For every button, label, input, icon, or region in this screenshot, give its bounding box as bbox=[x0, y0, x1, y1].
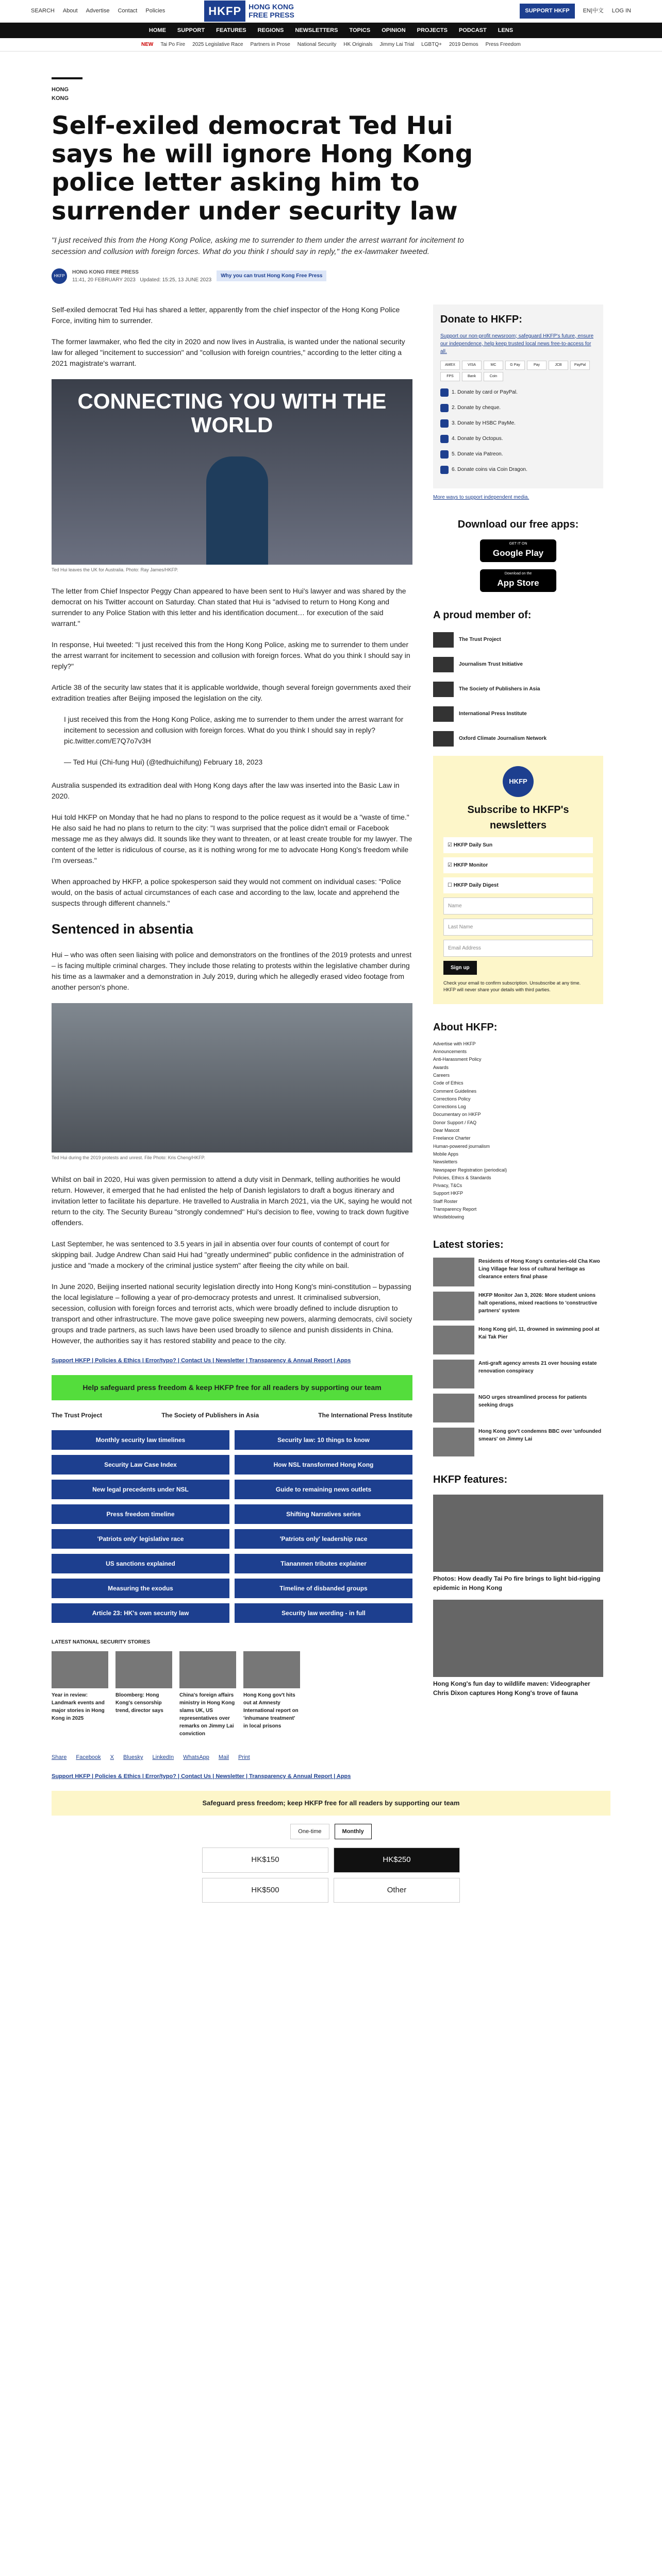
paragraph: In June 2020, Beijing inserted national security legislation directly into Hong Kong's mini-constitution – bypassing the local legislature – following a year of pro-democracy protests and unrest. It criminalised subversion, secession, collusion with foreign forces and terrorist acts, which were broadly defined to include disruption to transport and other infrastructure. The move gave police sweeping new powers, alarming democrats, civil society groups and trade partners, as such laws have been used broadly to silence and punish dissidents in China. However, the authorities say it has restored stability and peace to the city. bbox=[52, 1282, 412, 1345]
subnav-item[interactable]: HK Originals bbox=[343, 42, 373, 47]
latest-ns-title: LATEST NATIONAL SECURITY STORIES bbox=[52, 1639, 151, 1646]
about-link[interactable]: Careers bbox=[433, 1072, 450, 1078]
monthly-option[interactable]: Monthly bbox=[335, 1824, 372, 1840]
content-columns bbox=[52, 304, 610, 1781]
newsletter-option[interactable]: ☐ HKFP Daily Digest bbox=[443, 877, 593, 893]
fps-icon: FPS bbox=[440, 372, 460, 381]
article-title: Self-exiled democrat Ted Hui says he will ignore Hong Kong police letter asking him to surrender under security law bbox=[52, 111, 473, 226]
about-link[interactable]: Transparency Report bbox=[433, 1206, 477, 1212]
name-field[interactable]: Name bbox=[443, 897, 593, 914]
tweet-text: I just received this from the Hong Kong Police, asking me to surrender to them under the arrest warrant for incitement to secession and collusion with foreign forces. What do you think I should say in reply? pic.twitter.com/E7Q7o7v3H bbox=[64, 715, 404, 745]
story-card[interactable]: Bloomberg: Hong Kong's censorship trend, director says bbox=[115, 1651, 172, 1738]
top-bar bbox=[0, 0, 662, 23]
author-avatar: HKFP bbox=[52, 268, 67, 284]
updated-date: Updated: 15:25, 13 JUNE 2023 bbox=[140, 277, 212, 283]
nav-projects[interactable]: PROJECTS bbox=[417, 27, 448, 33]
member-logo[interactable]: International Press Institute bbox=[433, 706, 603, 722]
paragraph: When approached by HKFP, a police spokesperson said they would not comment on individual cases: "Police would, on the basis of actual circumstances of each case and according to the law, locate and apprehend the suspects through different channels." bbox=[52, 877, 401, 908]
about-link[interactable]: Privacy, T&Cs bbox=[433, 1183, 462, 1189]
latest-thumb bbox=[433, 1428, 474, 1456]
payme-icon bbox=[440, 419, 449, 428]
paragraph: Last September, he was sentenced to 3.5 years in jail in absentia over four counts of contempt of court for skipping bail. Judge Andrew Chan said Hui had "greatly undermined" public confidence in the administration of justice and "made a mockery of the criminal justice system" after fleeing the city while on bail. bbox=[52, 1239, 404, 1269]
newsletter-option[interactable]: ☑ HKFP Monitor bbox=[443, 857, 593, 873]
feature-title[interactable]: Hong Kong's fun day to wildlife maven: Videographer Chris Dixon captures Hong Kong's trove of fauna bbox=[433, 1680, 590, 1697]
language-toggle[interactable]: EN|中文 bbox=[583, 8, 604, 14]
donate-option[interactable]: 4. Donate by Octopus. bbox=[440, 435, 596, 443]
sub-nav bbox=[0, 38, 662, 52]
about-link[interactable]: Comment Guidelines bbox=[433, 1088, 477, 1094]
topic-tile[interactable]: How NSL transformed Hong Kong bbox=[235, 1455, 412, 1475]
donate-option[interactable]: 2. Donate by cheque. bbox=[440, 404, 596, 412]
donate-title: Donate to HKFP: bbox=[440, 313, 522, 325]
subnav-item[interactable]: National Security bbox=[297, 42, 337, 47]
trust-link[interactable]: Why you can trust Hong Kong Free Press bbox=[217, 270, 326, 281]
member-logo[interactable]: The Society of Publishers in Asia bbox=[433, 682, 603, 697]
about-link[interactable]: About bbox=[62, 8, 78, 14]
latest-story[interactable]: Residents of Hong Kong's centuries-old Cha Kwo Ling Village fear loss of cultural heritage as clearance enters final phase bbox=[433, 1258, 603, 1286]
gpay-icon: G Pay bbox=[505, 361, 525, 370]
donate-option[interactable]: 1. Donate by card or PayPal. bbox=[440, 388, 596, 397]
photo-sign-text: CONNECTING YOU WITH THE WORLD bbox=[77, 388, 387, 437]
author-name[interactable]: HONG KONG FREE PRESS bbox=[72, 269, 139, 275]
about-title: About HKFP: bbox=[433, 1021, 498, 1033]
amount-grid bbox=[202, 1848, 460, 1903]
topic-tile[interactable]: 'Patriots only' legislative race bbox=[52, 1529, 229, 1549]
more-ways-link[interactable]: More ways to support independent media. bbox=[433, 494, 529, 500]
card-icon bbox=[440, 388, 449, 397]
paragraph: In response, Hui tweeted: "I just received this from the Hong Kong Police, asking me to surrender to them under the arrest warrant for incitement to secession and collusion with foreign forces. What do you think I should say in reply?" bbox=[52, 640, 410, 671]
about-link[interactable]: Freelance Charter bbox=[433, 1136, 471, 1141]
main-nav bbox=[0, 23, 662, 38]
share-x[interactable]: X bbox=[110, 1754, 114, 1761]
story-card[interactable]: Hong Kong gov't hits out at Amnesty International report on 'inhumane treatment' in local prisons bbox=[243, 1651, 300, 1738]
coin-icon: Coin bbox=[484, 372, 503, 381]
photo-caption: Ted Hui leaves the UK for Australia. Photo: Ray James/HKFP. bbox=[52, 567, 178, 572]
share-bar bbox=[52, 1753, 412, 1762]
contact-link[interactable]: Contact bbox=[118, 8, 138, 14]
paragraph: The letter from Chief Inspector Peggy Chan appeared to have been sent to Hui's lawyer and was shared by the democrat on his Twitter account on Saturday. Chan stated that Hui is "advised to return to Hong Kong and surrender to any Police Station with this letter and his identification document… for execution of the said warrant." bbox=[52, 587, 406, 628]
share-linkedin[interactable]: LinkedIn bbox=[152, 1754, 174, 1761]
about-link[interactable]: Mobile Apps bbox=[433, 1151, 459, 1157]
subnav-item[interactable]: 2025 Legislative Race bbox=[192, 42, 243, 47]
nav-podcast[interactable]: PODCAST bbox=[458, 27, 487, 33]
applepay-icon: Pay bbox=[527, 361, 547, 370]
last-name-field[interactable]: Last Name bbox=[443, 919, 593, 936]
app-store-button[interactable]: Download on the App Store bbox=[480, 569, 556, 592]
amex-icon: AMEX bbox=[440, 361, 460, 370]
latest-title: Latest stories: bbox=[433, 1239, 504, 1250]
footer-links-2[interactable]: Support HKFP | Policies & Ethics | Error/typo? | Contact Us | Newsletter | Transparency & Annual Report | Apps bbox=[52, 1773, 351, 1780]
nav-lens[interactable]: LENS bbox=[498, 27, 514, 33]
story-thumb bbox=[115, 1651, 172, 1688]
signup-button[interactable]: Sign up bbox=[443, 961, 477, 975]
about-link[interactable]: Support HKFP bbox=[433, 1191, 464, 1196]
site-logo[interactable] bbox=[204, 1, 294, 22]
subnav-item[interactable]: Jimmy Lai Trial bbox=[379, 42, 415, 47]
features-title: HKFP features: bbox=[433, 1473, 508, 1485]
article-lede: "I just received this from the Hong Kong Police, asking me to surrender to them under the arrest warrant for incitement to secession and collusion with foreign forces. What do you think I should say in reply," the ex-lawmaker tweeted. bbox=[52, 235, 464, 257]
topic-tile[interactable]: Press freedom timeline bbox=[52, 1504, 229, 1524]
subheading: Sentenced in absentia bbox=[52, 921, 193, 937]
sidebar bbox=[433, 304, 603, 1781]
subnav-item[interactable]: Press Freedom bbox=[485, 42, 521, 47]
feature-image[interactable] bbox=[433, 1495, 603, 1572]
latest-ns-stories bbox=[52, 1651, 412, 1738]
topic-tile[interactable]: US sanctions explained bbox=[52, 1554, 229, 1573]
topic-tile[interactable]: Security Law Case Index bbox=[52, 1455, 229, 1475]
donate-option[interactable]: 3. Donate by HSBC PayMe. bbox=[440, 419, 596, 428]
newsletter-note: Check your email to confirm subscription. Unsubscribe at any time. HKFP will never share your details with third parties. bbox=[443, 980, 581, 993]
paypal-icon: PayPal bbox=[570, 361, 590, 370]
bank-icon: Bank bbox=[462, 372, 482, 381]
apps-title: Download our free apps: bbox=[457, 518, 579, 530]
member-logo[interactable]: Oxford Climate Journalism Network bbox=[433, 731, 603, 747]
newsletter-title: Subscribe to HKFP's newsletters bbox=[467, 804, 569, 831]
latest-thumb bbox=[433, 1258, 474, 1286]
member-logo[interactable]: Journalism Trust Initiative bbox=[433, 657, 603, 672]
story-thumb bbox=[179, 1651, 236, 1688]
section-label[interactable]: HONG KONG bbox=[52, 77, 82, 103]
latest-thumb bbox=[433, 1394, 474, 1422]
ipi-logo[interactable]: The International Press Institute bbox=[318, 1412, 412, 1419]
share-facebook[interactable]: Facebook bbox=[76, 1754, 101, 1761]
topic-tile[interactable]: Tiananmen tributes explainer bbox=[235, 1554, 412, 1573]
google-play-button[interactable]: GET IT ON Google Play bbox=[480, 539, 556, 562]
donate-option[interactable]: 6. Donate coins via Coin Dragon. bbox=[440, 466, 596, 474]
page-wrap bbox=[31, 77, 631, 1903]
subnav-item[interactable]: Tai Po Fire bbox=[160, 42, 186, 47]
photo-caption: Ted Hui during the 2019 protests and unrest. File Photo: Kris Cheng/HKFP. bbox=[52, 1155, 206, 1161]
support-button[interactable]: SUPPORT HKFP bbox=[520, 4, 574, 19]
share-bluesky[interactable]: Bluesky bbox=[123, 1754, 143, 1761]
new-label: NEW bbox=[141, 42, 154, 47]
paragraph: Hui told HKFP on Monday that he had no plans to respond to the police request as it would be a "waste of time." He also said he had no plans to return to the city: "I was surprised that the police didn't email or Facebook message me as they always did. It sounds like they want to threaten, or at least create trouble for my lawyer. The content of the letter is ridiculous of course, as it is nothing wrong for me to advocate Hong Kong's freedom while I'm overseas." bbox=[52, 813, 412, 865]
member-logo[interactable]: The Trust Project bbox=[433, 632, 603, 648]
latest-thumb bbox=[433, 1326, 474, 1354]
about-link[interactable]: Documentary on HKFP bbox=[433, 1112, 481, 1117]
support-banner[interactable]: Help safeguard press freedom & keep HKFP free for all readers by supporting our team bbox=[52, 1375, 412, 1400]
coin-dragon-icon bbox=[440, 466, 449, 474]
story-card[interactable]: Year in review: Landmark events and major stories in Hong Kong in 2025 bbox=[52, 1651, 108, 1738]
footer-links[interactable]: Support HKFP | Policies & Ethics | Error/typo? | Contact Us | Newsletter | Transparency & Annual Report | Apps bbox=[52, 1357, 351, 1364]
bottom-support-banner[interactable]: Safeguard press freedom; keep HKFP free for all readers by supporting our team bbox=[52, 1791, 610, 1816]
feature-title[interactable]: Photos: How deadly Tai Po fire brings to light bid-rigging epidemic in Hong Kong bbox=[433, 1574, 601, 1591]
newsletter-option[interactable]: ☑ HKFP Daily Sun bbox=[443, 837, 593, 853]
topic-tile[interactable]: Shifting Narratives series bbox=[235, 1504, 412, 1524]
article-body bbox=[52, 304, 412, 1781]
paragraph: Whilst on bail in 2020, Hui was given permission to attend a duty visit in Denmark, telling authorities he would return. However, it emerged that he had enlisted the help of Danish legislators to draft a bogus itinerary and invitation letter to facilitate his departure. He travelled to Australia in March 2021, via the UK, saying he would not return to the city. The Security Bureau "strongly condemned" Hui's decision to flee, vowing to track down fugitive offenders. bbox=[52, 1175, 412, 1227]
logo-box: HKFP bbox=[204, 1, 245, 22]
article-photo-protest[interactable] bbox=[52, 1003, 412, 1153]
subnav-item[interactable]: Partners in Prose bbox=[250, 42, 290, 47]
about-link[interactable]: Newsletters bbox=[433, 1159, 458, 1165]
paragraph: Self-exiled democrat Ted Hui has shared a letter, apparently from the chief inspector of the Hong Kong Police Force, inviting him to surrender. bbox=[52, 305, 400, 325]
latest-story[interactable]: Anti-graft agency arrests 21 over housing estate renovation conspiracy bbox=[433, 1360, 603, 1388]
policies-link[interactable]: Policies bbox=[145, 8, 166, 14]
subnav-item[interactable]: 2019 Demos bbox=[449, 42, 478, 47]
email-field[interactable]: Email Address bbox=[443, 940, 593, 957]
advertise-link[interactable]: Advertise bbox=[86, 8, 110, 14]
octopus-icon bbox=[440, 435, 449, 443]
publish-date: 11:41, 20 FEBRUARY 2023 bbox=[72, 277, 136, 283]
amount-option[interactable]: HK$500 bbox=[202, 1878, 328, 1903]
cheque-icon bbox=[440, 404, 449, 412]
nav-regions[interactable]: REGIONS bbox=[257, 27, 284, 33]
tweet-author: — Ted Hui (Chi-fung Hui) (@tedhuichifung) February 18, 2023 bbox=[64, 758, 263, 767]
latest-story[interactable]: Hong Kong gov't condemns BBC over 'unfounded smears' on Jimmy Lai bbox=[433, 1428, 603, 1456]
latest-thumb bbox=[433, 1292, 474, 1320]
about-link[interactable]: Anti-Harassment Policy bbox=[433, 1057, 482, 1062]
about-link[interactable]: Policies, Ethics & Standards bbox=[433, 1175, 491, 1180]
about-link[interactable]: Awards bbox=[433, 1064, 449, 1070]
about-link[interactable]: Advertise with HKFP bbox=[433, 1041, 476, 1046]
search-link[interactable]: SEARCH bbox=[31, 8, 55, 14]
nav-support[interactable]: SUPPORT bbox=[177, 27, 205, 33]
tweet-embed[interactable] bbox=[52, 714, 412, 768]
paragraph: Australia suspended its extradition deal with Hong Kong days after the law was inserted into the Basic Law in 2020. bbox=[52, 781, 400, 801]
login-link[interactable]: LOG IN bbox=[611, 8, 631, 14]
trust-project-logo[interactable]: The Trust Project bbox=[52, 1412, 103, 1419]
latest-story[interactable]: HKFP Monitor Jan 3, 2026: More student unions halt operations, mixed reactions to 'constructive partners' system bbox=[433, 1292, 603, 1320]
sopa-logo[interactable]: The Society of Publishers in Asia bbox=[161, 1412, 259, 1419]
about-link[interactable]: Corrections Policy bbox=[433, 1096, 471, 1101]
about-link[interactable]: Corrections Log bbox=[433, 1104, 466, 1110]
mastercard-icon: MC bbox=[484, 361, 503, 370]
byline bbox=[52, 268, 610, 284]
payment-icons bbox=[440, 361, 596, 381]
share-whatsapp[interactable]: WhatsApp bbox=[183, 1754, 209, 1761]
subnav-item[interactable]: LGBTQ+ bbox=[421, 42, 442, 47]
latest-story[interactable]: NGO urges streamlined process for patients seeking drugs bbox=[433, 1394, 603, 1422]
donate-box bbox=[433, 304, 603, 488]
one-time-option[interactable]: One-time bbox=[290, 1824, 329, 1840]
amount-option[interactable]: Other bbox=[334, 1878, 460, 1903]
topic-tile[interactable]: Monthly security law timelines bbox=[52, 1430, 229, 1450]
membership-logos bbox=[52, 1411, 412, 1420]
topic-tile[interactable]: Measuring the exodus bbox=[52, 1579, 229, 1598]
story-card[interactable]: China's foreign affairs ministry in Hong Kong slams UK, US representatives over remarks on Jimmy Lai conviction bbox=[179, 1651, 236, 1738]
nav-topics[interactable]: TOPICS bbox=[349, 27, 371, 33]
paragraph: Article 38 of the security law states that it is applicable worldwide, though several foreign governments axed their extradition treaties after Beijing imposed the legislation on the city. bbox=[52, 683, 411, 703]
story-thumb bbox=[243, 1651, 300, 1688]
frequency-toggle bbox=[52, 1824, 610, 1840]
share-mail[interactable]: Mail bbox=[218, 1754, 229, 1761]
topic-tile[interactable]: Timeline of disbanded groups bbox=[235, 1579, 412, 1598]
about-link[interactable]: Dear Mascot bbox=[433, 1128, 460, 1133]
jcb-icon: JCB bbox=[549, 361, 568, 370]
nav-home[interactable]: HOME bbox=[148, 27, 166, 33]
topic-tile[interactable]: 'Patriots only' leadership race bbox=[235, 1529, 412, 1549]
about-link[interactable]: Code of Ethics bbox=[433, 1080, 464, 1086]
about-link[interactable]: Human-powered journalism bbox=[433, 1143, 490, 1149]
topic-tiles bbox=[52, 1430, 412, 1623]
story-thumb bbox=[52, 1651, 108, 1688]
latest-thumb bbox=[433, 1360, 474, 1388]
member-title: A proud member of: bbox=[433, 609, 532, 621]
about-link[interactable]: Staff Roster bbox=[433, 1198, 458, 1204]
logo-text: HONG KONG FREE PRESS bbox=[249, 3, 294, 19]
paragraph: The former lawmaker, who fled the city in 2020 and now lives in Australia, is wanted under the national security law for alleged "incitement to succession" and "collusion with foreign countries," according to the letter citing a 2021 magistrate's warrant. bbox=[52, 337, 405, 367]
article-photo-airport[interactable] bbox=[52, 379, 412, 565]
share-label: Share bbox=[52, 1754, 67, 1761]
person-silhouette bbox=[206, 456, 268, 565]
nav-features[interactable]: FEATURES bbox=[216, 27, 246, 33]
topic-tile[interactable]: Article 23: HK's own security law bbox=[52, 1603, 229, 1623]
amount-option-selected[interactable]: HK$250 bbox=[334, 1848, 460, 1873]
donate-text[interactable]: Support our non-profit newsroom; safeguard HKFP's future, ensure our independence, help keep trusted local news free-to-access for all. bbox=[440, 333, 594, 354]
donate-option[interactable]: 5. Donate via Patreon. bbox=[440, 450, 596, 459]
amount-option[interactable]: HK$150 bbox=[202, 1848, 328, 1873]
share-print[interactable]: Print bbox=[238, 1754, 250, 1761]
topic-tile[interactable]: Security law wording - in full bbox=[235, 1603, 412, 1623]
nav-newsletters[interactable]: NEWSLETTERS bbox=[295, 27, 338, 33]
latest-story[interactable]: Hong Kong girl, 11, drowned in swimming pool at Kai Tak Pier bbox=[433, 1326, 603, 1354]
nav-opinion[interactable]: OPINION bbox=[382, 27, 406, 33]
topic-tile[interactable]: Security law: 10 things to know bbox=[235, 1430, 412, 1450]
newsletter-badge: HKFP bbox=[503, 766, 534, 797]
about-list bbox=[433, 1040, 603, 1222]
feature-image[interactable] bbox=[433, 1600, 603, 1677]
topic-tile[interactable]: New legal precedents under NSL bbox=[52, 1480, 229, 1499]
about-link[interactable]: Announcements bbox=[433, 1049, 467, 1055]
about-link[interactable]: Donor Support / FAQ bbox=[433, 1120, 477, 1125]
visa-icon: VISA bbox=[462, 361, 482, 370]
topic-tile[interactable]: Guide to remaining news outlets bbox=[235, 1480, 412, 1499]
patreon-icon bbox=[440, 450, 449, 459]
about-link[interactable]: Whistleblowing bbox=[433, 1214, 465, 1220]
about-link[interactable]: Newspaper Registration (periodical) bbox=[433, 1167, 507, 1173]
newsletter-box bbox=[433, 756, 603, 1004]
paragraph: Hui – who was often seen liaising with police and demonstrators on the frontlines of the 2019 protests and unrest – is facing multiple criminal charges. They include those relating to protests within the legislative chamber during his time as a lawmaker and a demonstration in July 2019, during which he allegedly erased video footage from another person's phone. bbox=[52, 951, 412, 992]
